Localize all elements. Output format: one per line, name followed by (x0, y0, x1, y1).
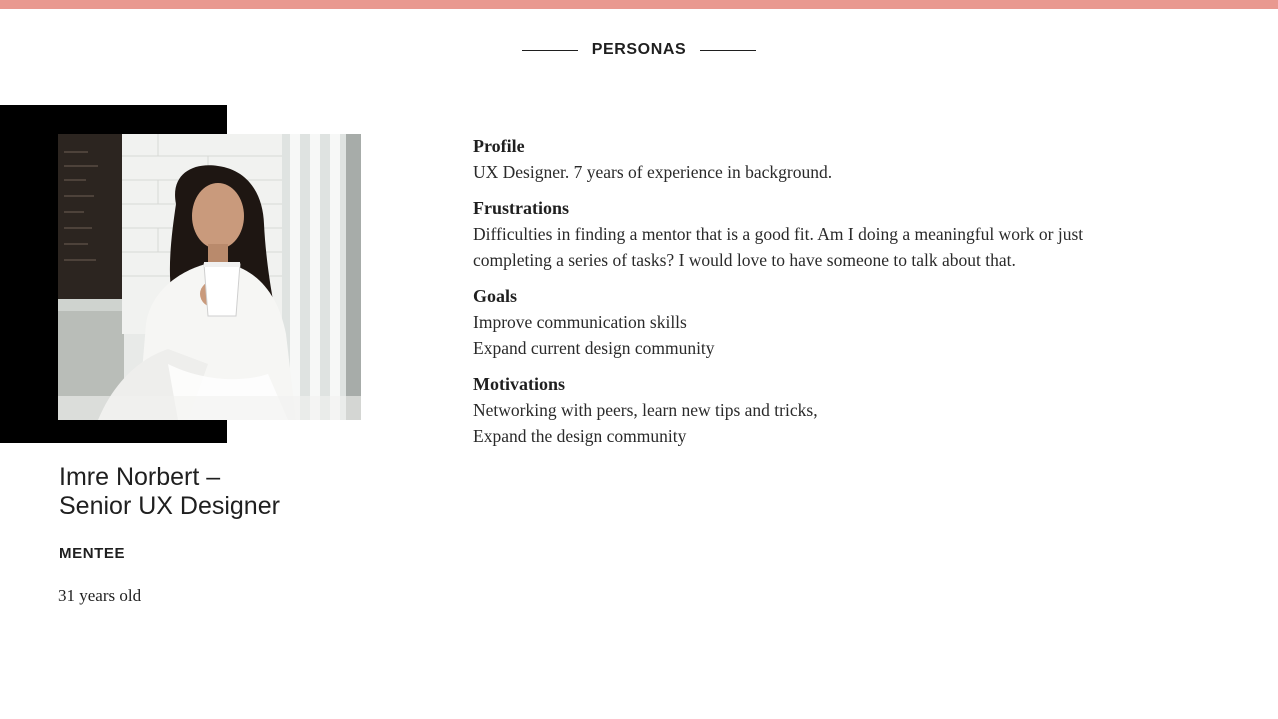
header-rule-left (522, 50, 578, 51)
accent-top-bar (0, 0, 1278, 9)
persona-role-label: MENTEE (59, 545, 126, 562)
page-title: PERSONAS (591, 41, 687, 58)
profile-heading: Profile (473, 136, 525, 156)
motivations-heading: Motivations (473, 374, 565, 394)
profile-section (473, 133, 1233, 185)
header-rule-right (700, 50, 756, 51)
frustrations-text-line: Difficulties in finding a mentor that is a good fit. Am I doing a meaningful work or just (473, 224, 1084, 244)
goals-heading: Goals (473, 286, 518, 306)
frustrations-heading: Frustrations (473, 198, 569, 218)
persona-age: 31 years old (58, 586, 142, 605)
frustrations-text-line: completing a series of tasks? I would love to have someone to talk about that. (473, 250, 1016, 270)
goals-item: Improve communication skills (473, 312, 687, 332)
section-header (0, 38, 1278, 62)
profile-text: UX Designer. 7 years of experience in background. (473, 162, 833, 182)
goals-item: Expand current design community (473, 338, 715, 358)
motivations-item: Expand the design community (473, 426, 687, 446)
persona-name: Imre Norbert – Senior UX Designer (59, 463, 280, 520)
frustrations-section (473, 195, 1233, 273)
motivations-item: Networking with peers, learn new tips and tricks, (473, 400, 818, 420)
goals-section (473, 283, 1233, 361)
motivations-section (473, 371, 1233, 449)
persona-photo (58, 134, 361, 420)
persona-details (473, 133, 1233, 459)
